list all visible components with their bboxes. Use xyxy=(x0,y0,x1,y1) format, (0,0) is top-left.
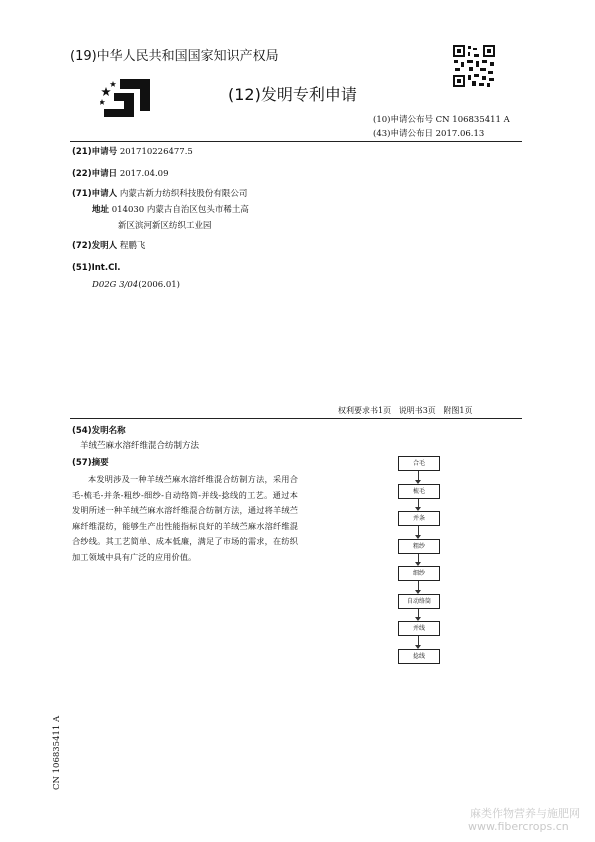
flow-connector xyxy=(418,609,419,618)
flow-step: 捻线 xyxy=(398,649,440,664)
side-publication-id: CN 106835411 A xyxy=(52,715,62,790)
address-line-2: 新区滨河新区纺织工业园 xyxy=(118,221,212,231)
flow-step: 并线 xyxy=(398,621,440,636)
flow-step: 自动络筒 xyxy=(398,594,440,609)
qr-code xyxy=(452,44,496,88)
flow-step: 并条 xyxy=(398,511,440,526)
publication-date: (43)申请公布日 2017.06.13 xyxy=(373,129,485,139)
application-number-row xyxy=(72,146,193,158)
flow-step: 梳毛 xyxy=(398,484,440,499)
address-label: 地址 xyxy=(92,205,110,215)
ipc-classification xyxy=(92,280,180,290)
address-line-1: 014030 内蒙古自治区包头市稀土高 xyxy=(111,205,249,215)
pages-divider xyxy=(70,418,522,419)
page-count-summary: 权利要求书1页 说明书3页 附图1页 xyxy=(338,406,473,415)
flow-connector xyxy=(418,636,419,645)
flow-connector xyxy=(418,499,419,508)
ipc-code: D02G 3/04 xyxy=(92,280,139,290)
invention-title-label: (54)发明名称 xyxy=(72,426,126,436)
ipc-version: (2006.01) xyxy=(138,280,181,290)
inventor-label: (72)发明人 xyxy=(72,241,118,251)
process-flowchart xyxy=(378,456,458,676)
document-kind-title: (12)发明专利申请 xyxy=(228,85,357,104)
filing-date-label: (22)申请日 xyxy=(72,169,118,179)
invention-title: 羊绒苎麻水溶纤维混合纺制方法 xyxy=(80,441,200,451)
flow-connector xyxy=(418,526,419,535)
publication-number: (10)申请公布号 CN 106835411 A xyxy=(373,115,510,125)
patent-office-header: (19)中华人民共和国国家知识产权局 xyxy=(70,49,279,64)
applicant-name: 内蒙古新力纺织科技股份有限公司 xyxy=(119,189,248,199)
cnipa-logo xyxy=(100,77,155,120)
filing-date: 2017.04.09 xyxy=(119,169,169,179)
header-divider xyxy=(70,141,522,142)
flow-step: 粗纱 xyxy=(398,539,440,554)
watermark-site-name: 麻类作物营养与施肥网 xyxy=(470,807,580,820)
applicant-label: (71)申请人 xyxy=(72,189,118,199)
application-number-label: (21)申请号 xyxy=(72,147,118,157)
applicant-row xyxy=(72,188,247,200)
abstract-label: (57)摘要 xyxy=(72,458,109,468)
intcl-label: (51)Int.Cl. xyxy=(72,263,121,273)
flow-connector xyxy=(418,554,419,563)
flow-step: 合毛 xyxy=(398,456,440,471)
abstract-text: 本发明涉及一种羊绒苎麻水溶纤维混合纺制方法，采用合毛-梳毛-并条-粗纱-细纱-自动络筒-并线-捻线的工艺。通过本发明所述一种羊绒苎麻水溶纤维混合纺制方法，通过将羊绒苎麻纤维混纺，能够生产出性能指标良好的羊绒苎麻水溶纤维混合纱线。其工艺简单、成本低廉，满足了市场的需求，在纺织加工领域中具有广泛的应用价值。 xyxy=(72,474,298,562)
inventor-row xyxy=(72,240,145,252)
inventor-name: 程鹏飞 xyxy=(119,241,146,251)
watermark-url: www.fibercrops.cn xyxy=(468,820,569,833)
flow-connector xyxy=(418,471,419,480)
address-row xyxy=(92,204,249,216)
flow-connector xyxy=(418,581,419,590)
flow-step: 细纱 xyxy=(398,566,440,581)
filing-date-row xyxy=(72,168,168,180)
application-number: 201710226477.5 xyxy=(119,147,193,157)
